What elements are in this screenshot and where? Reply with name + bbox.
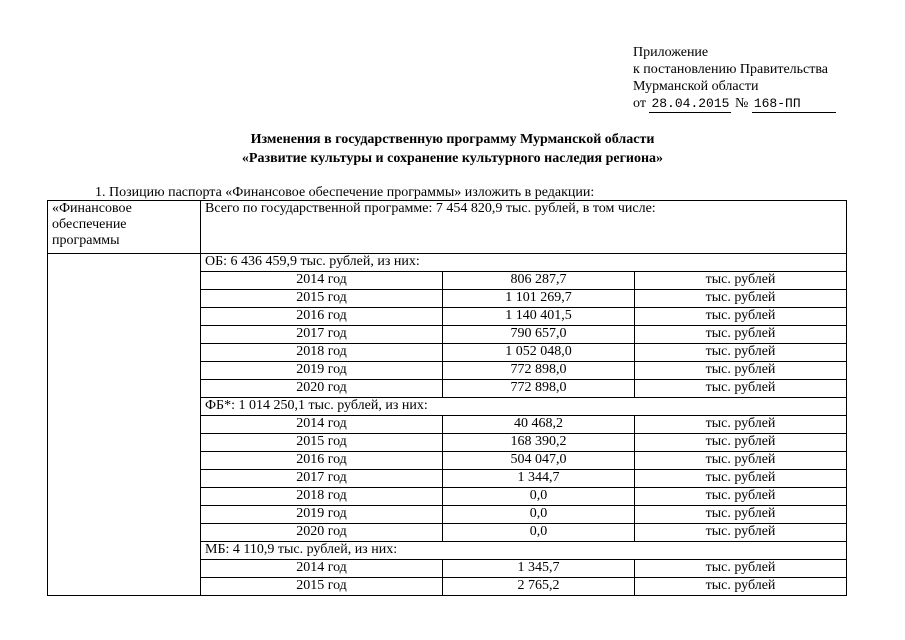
- year-cell: 2017 год: [201, 470, 443, 488]
- appendix-date-line: [633, 95, 836, 113]
- unit-cell: тыс. рублей: [635, 272, 847, 290]
- unit-cell: тыс. рублей: [635, 308, 847, 326]
- appendix-line-2: к постановлению Правительства: [633, 62, 829, 77]
- appendix-line-3: Мурманской области: [633, 79, 759, 94]
- unit-cell: тыс. рублей: [635, 380, 847, 398]
- appendix-block: [633, 44, 836, 113]
- unit-cell: тыс. рублей: [635, 452, 847, 470]
- unit-cell: тыс. рублей: [635, 362, 847, 380]
- financing-table: [47, 200, 847, 596]
- year-cell: 2015 год: [201, 290, 443, 308]
- value-cell: 790 657,0: [443, 326, 635, 344]
- year-cell: 2018 год: [201, 488, 443, 506]
- decree-date: 28.04.2015: [651, 96, 730, 111]
- value-cell: 772 898,0: [443, 362, 635, 380]
- value-cell: 504 047,0: [443, 452, 635, 470]
- section-heading: ОБ: 6 436 459,9 тыс. рублей, из них:: [201, 254, 847, 272]
- unit-cell: тыс. рублей: [635, 560, 847, 578]
- year-cell: 2019 год: [201, 506, 443, 524]
- year-cell: 2015 год: [201, 434, 443, 452]
- label-line-3: программы: [52, 233, 120, 248]
- value-cell: 1 140 401,5: [443, 308, 635, 326]
- value-cell: 1 052 048,0: [443, 344, 635, 362]
- year-cell: 2016 год: [201, 308, 443, 326]
- unit-cell: тыс. рублей: [635, 290, 847, 308]
- program-label-cell: [48, 201, 201, 254]
- appendix-line-1: Приложение: [633, 45, 709, 60]
- label-line-2: обеспечение: [52, 217, 127, 232]
- unit-cell: тыс. рублей: [635, 488, 847, 506]
- value-cell: 0,0: [443, 488, 635, 506]
- year-cell: 2017 год: [201, 326, 443, 344]
- unit-cell: тыс. рублей: [635, 506, 847, 524]
- year-cell: 2019 год: [201, 362, 443, 380]
- from-label: от: [633, 96, 646, 111]
- section-heading: ФБ*: 1 014 250,1 тыс. рублей, из них:: [201, 398, 847, 416]
- financing-table-body: [48, 201, 847, 596]
- unit-cell: тыс. рублей: [635, 416, 847, 434]
- title-line-2: «Развитие культуры и сохранение культурного наследия региона»: [241, 151, 664, 166]
- section-heading: МБ: 4 110,9 тыс. рублей, из них:: [201, 542, 847, 560]
- unit-cell: тыс. рублей: [635, 524, 847, 542]
- value-cell: 0,0: [443, 506, 635, 524]
- label-line-1: «Финансовое: [52, 201, 132, 216]
- total-cell: Всего по государственной программе: 7 454 820,9 тыс. рублей, в том числе:: [201, 201, 847, 254]
- value-cell: 772 898,0: [443, 380, 635, 398]
- unit-cell: тыс. рублей: [635, 434, 847, 452]
- section-heading-row: [48, 254, 847, 272]
- year-cell: 2020 год: [201, 380, 443, 398]
- table-header-row: [48, 201, 847, 254]
- value-cell: 40 468,2: [443, 416, 635, 434]
- title-line-1: Изменения в государственную программу Мурманской области: [250, 132, 655, 147]
- value-cell: 1 345,7: [443, 560, 635, 578]
- year-cell: 2014 год: [201, 272, 443, 290]
- document-title: [0, 130, 905, 168]
- year-cell: 2014 год: [201, 560, 443, 578]
- value-cell: 806 287,7: [443, 272, 635, 290]
- item-1-text: 1. Позицию паспорта «Финансовое обеспечение программы» изложить в редакции:: [95, 185, 595, 200]
- value-cell: 1 344,7: [443, 470, 635, 488]
- unit-cell: тыс. рублей: [635, 344, 847, 362]
- year-cell: 2018 год: [201, 344, 443, 362]
- year-cell: 2020 год: [201, 524, 443, 542]
- label-spacer-cell: [48, 254, 201, 596]
- value-cell: 168 390,2: [443, 434, 635, 452]
- decree-number: 168-ПП: [752, 95, 836, 113]
- year-cell: 2015 год: [201, 578, 443, 596]
- unit-cell: тыс. рублей: [635, 578, 847, 596]
- value-cell: 2 765,2: [443, 578, 635, 596]
- unit-cell: тыс. рублей: [635, 470, 847, 488]
- value-cell: 0,0: [443, 524, 635, 542]
- year-cell: 2014 год: [201, 416, 443, 434]
- number-label: №: [734, 96, 749, 111]
- year-cell: 2016 год: [201, 452, 443, 470]
- value-cell: 1 101 269,7: [443, 290, 635, 308]
- unit-cell: тыс. рублей: [635, 326, 847, 344]
